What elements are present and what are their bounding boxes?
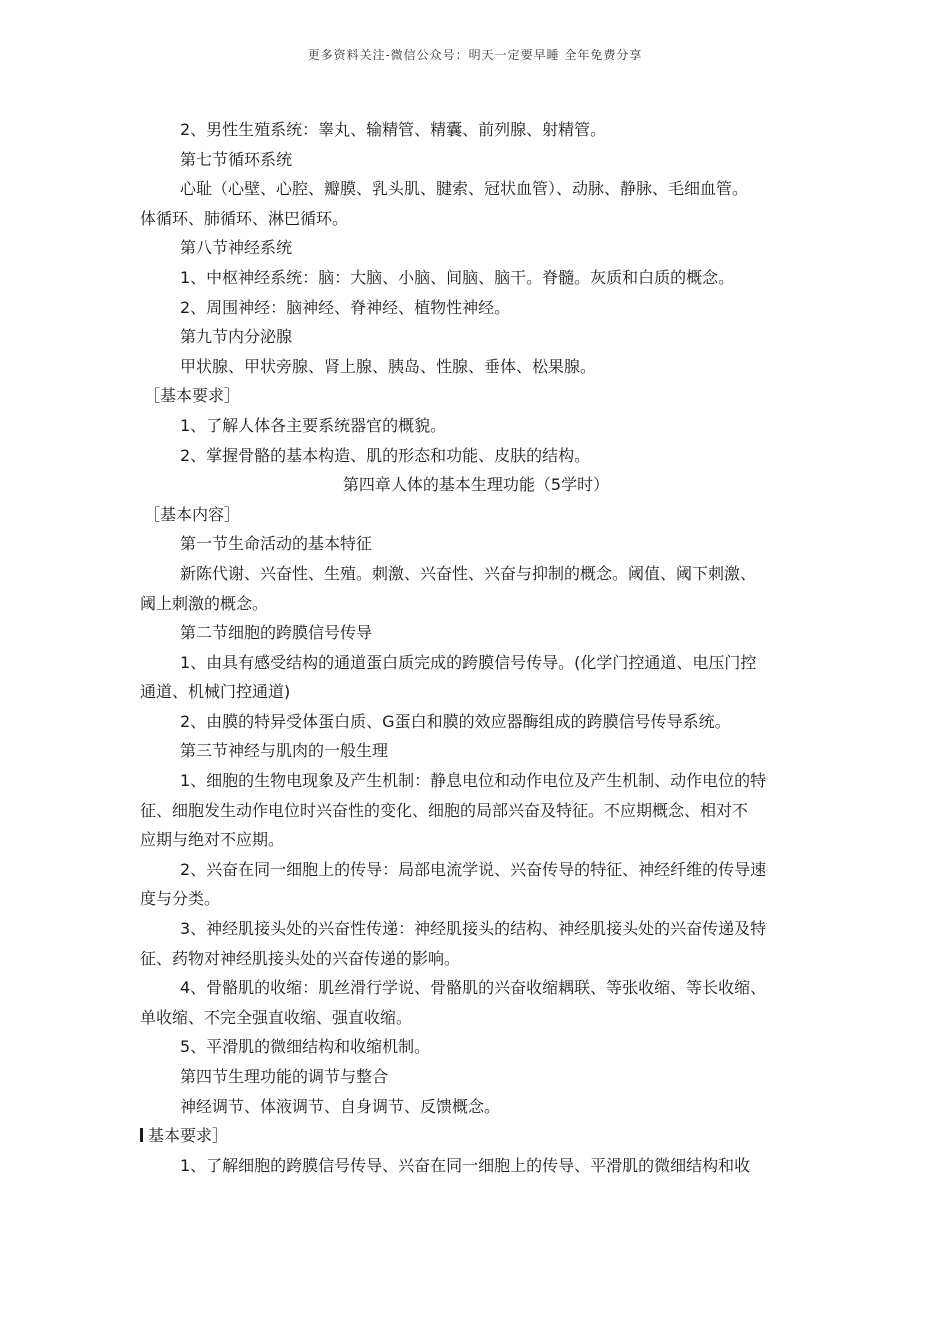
text-line: 1、细胞的生物电现象及产生机制：静息电位和动作电位及产生机制、动作电位的特 bbox=[180, 771, 767, 791]
text-line: 1、中枢神经系统：脑：大脑、小脑、间脑、脑干。脊髓。灰质和白质的概念。 bbox=[180, 267, 735, 287]
text-line: 1、由具有感受结构的通道蛋白质完成的跨膜信号传导。(化学门控通道、电压门控 bbox=[180, 652, 757, 672]
text-line: 3、神经肌接头处的兴奋性传递：神经肌接头的结构、神经肌接头处的兴奋传递及特 bbox=[180, 919, 767, 939]
section-heading: 第一节生命活动的基本特征 bbox=[180, 534, 373, 554]
text-line: 应期与绝对不应期。 bbox=[140, 830, 285, 850]
section-heading: 第三节神经与肌肉的一般生理 bbox=[180, 741, 389, 761]
text-line: 体循环、肺循环、淋巴循环。 bbox=[140, 208, 349, 228]
text-line: 1、了解人体各主要系统器官的概貌。 bbox=[180, 415, 447, 435]
text-line: 征、细胞发生动作电位时兴奋性的变化、细胞的局部兴奋及特征。不应期概念、相对不 bbox=[140, 800, 749, 820]
text-line: 征、药物对神经肌接头处的兴奋传递的影响。 bbox=[140, 948, 461, 968]
text-line: 心耻（心壁、心腔、瓣膜、乳头肌、腱索、冠状血管）、动脉、静脉、毛细血管。 bbox=[180, 179, 749, 199]
requirements-heading: 基本要求］ bbox=[148, 1126, 229, 1146]
section-heading: 第七节循环系统 bbox=[180, 149, 293, 169]
text-line: 2、男性生殖系统：睾丸、输精管、精囊、前列腺、射精管。 bbox=[180, 120, 607, 139]
text-line: 通道、机械门控通道) bbox=[140, 682, 291, 702]
bracket-mark-icon bbox=[140, 1128, 143, 1142]
text-line: 5、平滑肌的微细结构和收缩机制。 bbox=[180, 1037, 431, 1057]
requirements-heading: ［基本要求］ bbox=[144, 386, 241, 406]
text-line: 4、骨骼肌的收缩：肌丝滑行学说、骨骼肌的兴奋收缩耦联、等张收缩、等长收缩、 bbox=[180, 978, 767, 998]
text-line: 单收缩、不完全强直收缩、强直收缩。 bbox=[140, 1007, 413, 1027]
text-line: 阈上刺激的概念。 bbox=[140, 593, 269, 613]
requirements-heading-row bbox=[140, 1121, 812, 1151]
text-line: 新陈代谢、兴奋性、生殖。刺激、兴奋性、兴奋与抑制的概念。阈值、阈下刺激、 bbox=[180, 563, 757, 583]
section-heading: 第二节细胞的跨膜信号传导 bbox=[180, 623, 373, 643]
section-heading: 第四节生理功能的调节与整合 bbox=[180, 1067, 389, 1086]
text-line: 甲状腺、甲状旁腺、肾上腺、胰岛、性腺、垂体、松果腺。 bbox=[180, 356, 597, 376]
chapter-title: 第四章人体的基本生理功能（5学时） bbox=[342, 475, 610, 495]
content-heading: ［基本内容］ bbox=[144, 504, 241, 524]
document-body bbox=[140, 115, 812, 1180]
text-line: 2、兴奋在同一细胞上的传导：局部电流学说、兴奋传导的特征、神经纤维的传导速 bbox=[180, 859, 767, 879]
text-line: 度与分类。 bbox=[140, 889, 221, 909]
page-header: 更多资料关注-微信公众号：明天一定要早睡 全年免费分享 bbox=[307, 48, 643, 62]
text-line: 神经调节、体液调节、自身调节、反馈概念。 bbox=[180, 1096, 501, 1116]
text-line: 2、由膜的特异受体蛋白质、G蛋白和膜的效应器酶组成的跨膜信号传导系统。 bbox=[180, 711, 731, 731]
text-line: 2、掌握骨骼的基本构造、肌的形态和功能、皮肤的结构。 bbox=[180, 445, 591, 465]
text-line: 1、了解细胞的跨膜信号传导、兴奋在同一细胞上的传导、平滑肌的微细结构和收 bbox=[180, 1155, 751, 1175]
text-line: 2、周围神经：脑神经、脊神经、植物性神经。 bbox=[180, 297, 511, 317]
section-heading: 第九节内分泌腺 bbox=[180, 327, 293, 347]
section-heading: 第八节神经系统 bbox=[180, 238, 293, 258]
